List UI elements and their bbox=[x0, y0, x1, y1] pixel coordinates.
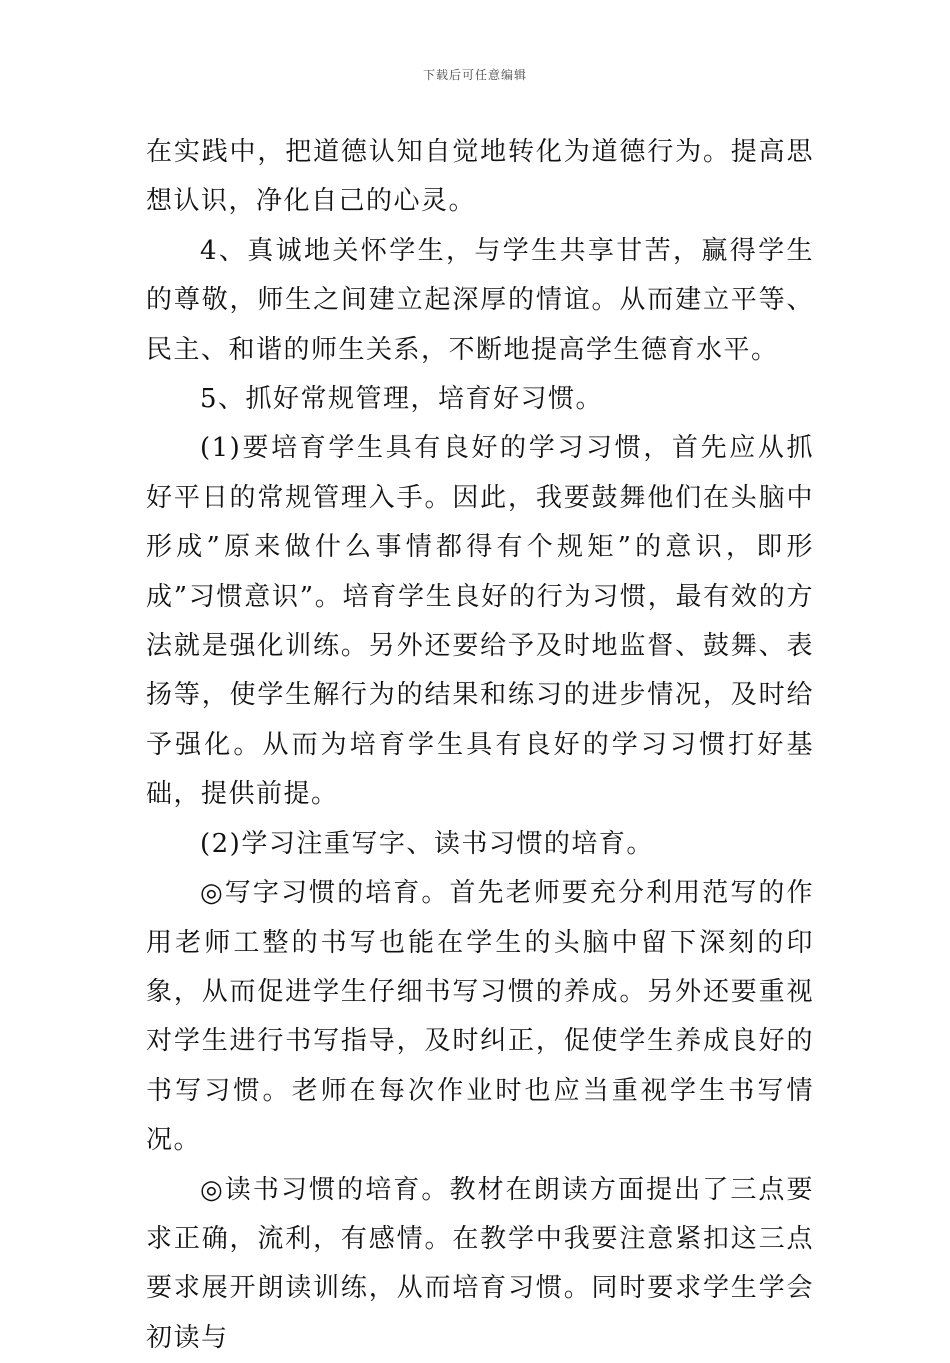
page-header: 下载后可任意编辑 bbox=[422, 68, 527, 82]
paragraph: ◎读书习惯的培育。教材在朗读方面提出了三点要求正确，流利，有感情。在教学中我要注意紧扣这三点要求展开朗读训练，从而培育习惯。同时要求学生学会初读与 bbox=[146, 1174, 814, 1353]
paragraph: ◎写字习惯的培育。首先老师要充分利用范写的作用老师工整的书写也能在学生的头脑中留下深刻的印象，从而促进学生仔细书写习惯的养成。另外还要重视对学生进行书写指导，及时纠正，促使学生养成良好的书写习惯。老师在每次作业时也应当重视学生书写情况。 bbox=[146, 878, 814, 1156]
paragraph: 在实践中，把道德认知自觉地转化为道德行为。提高思想认识，净化自己的心灵。 bbox=[146, 137, 814, 217]
paragraph: (1)要培育学生具有良好的学习习惯，首先应从抓好平日的常规管理入手。因此，我要鼓舞他们在头脑中形成”原来做什么事情都得有个规矩”的意识，即形成”习惯意识”。培育学生良好的行为习惯，最有效的方法就是强化训练。另外还要给予及时地监督、鼓舞、表扬等，使学生解行为的结果和练习的进步情况，及时给予强化。从而为培育学生具有良好的学习习惯打好基础，提供前提。 bbox=[146, 433, 814, 810]
paragraph: (2)学习注重写字、读书习惯的培育。 bbox=[200, 828, 654, 859]
paragraph: 4、真诚地关怀学生，与学生共享甘苦，赢得学生的尊敬，师生之间建立起深厚的情谊。从而建立平等、民主、和谐的师生关系，不断地提高学生德育水平。 bbox=[146, 235, 814, 365]
document-body bbox=[146, 128, 814, 1363]
paragraph: 5、抓好常规管理，培育好习惯。 bbox=[200, 384, 604, 415]
